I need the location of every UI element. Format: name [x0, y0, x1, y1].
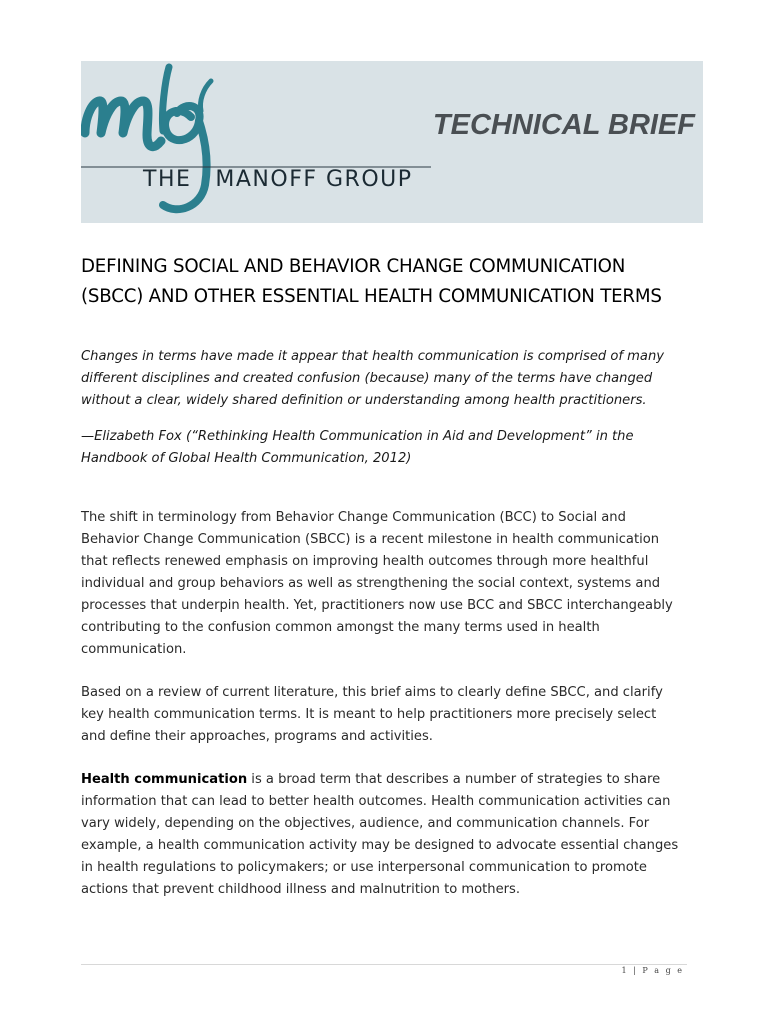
body-paragraph-3 [81, 769, 721, 901]
paragraph-line: that reflects renewed emphasis on improving health outcomes through more healthful [81, 554, 649, 569]
body-paragraph-2 [81, 682, 721, 748]
title-line-2: (SBCC) AND OTHER ESSENTIAL HEALTH COMMUNICATION TERMS [81, 286, 662, 307]
page-number: 1 | P a g e [621, 966, 684, 975]
paragraph-line: Based on a review of current literature, this brief aims to clearly define SBCC, and clarify [81, 685, 663, 700]
paragraph-line: and define their approaches, programs and activities. [81, 729, 433, 744]
attribution-line: Handbook of Global Health Communication, 2012) [81, 451, 412, 466]
banner-title: TECHNICAL BRIEF [432, 109, 695, 141]
paragraph-line [81, 769, 721, 791]
paragraph-line: vary widely, depending on the objectives, audience, and communication channels. For [81, 816, 650, 831]
quote-line: Changes in terms have made it appear that health communication is comprised of many [81, 349, 664, 364]
header-banner [81, 61, 703, 223]
paragraph-line: in health regulations to policymakers; or use interpersonal communication to promote [81, 860, 647, 875]
attribution-line: —Elizabeth Fox (“Rethinking Health Communication in Aid and Development” in the [81, 429, 634, 444]
paragraph-line-rest: is a broad term that describes a number of strategies to share [247, 772, 661, 787]
epigraph-quote [81, 346, 721, 470]
paragraph-line: Behavior Change Communication (SBCC) is a recent milestone in health communication [81, 532, 660, 547]
quote-line: without a clear, widely shared definition or understanding among health practitioners. [81, 393, 647, 408]
paragraph-line: The shift in terminology from Behavior Change Communication (BCC) to Social and [81, 510, 626, 525]
paragraph-line: communication. [81, 642, 187, 657]
paragraph-line: individual and group behaviors as well as strengthening the social context, systems and [81, 576, 661, 591]
quote-attribution [81, 426, 721, 470]
title-line-1: DEFINING SOCIAL AND BEHAVIOR CHANGE COMMUNICATION [81, 256, 626, 277]
defined-term: Health communication [81, 772, 248, 787]
paragraph-line: example, a health communication activity may be designed to advocate essential changes [81, 838, 679, 853]
mg-monogram-logo-icon [81, 61, 441, 223]
body-paragraph-1 [81, 507, 721, 661]
document-title [81, 252, 731, 312]
footer-divider [81, 964, 687, 965]
quote-line: different disciplines and created confusion (because) many of the terms have changed [81, 371, 653, 386]
paragraph-line: processes that underpin health. Yet, practitioners now use BCC and SBCC interchangeably [81, 598, 673, 613]
paragraph-line: contributing to the confusion common amongst the many terms used in health [81, 620, 600, 635]
paragraph-line: information that can lead to better health outcomes. Health communication activities can [81, 794, 671, 809]
org-name [143, 169, 413, 191]
paragraph-line: key health communication terms. It is meant to help practitioners more precisely select [81, 707, 657, 722]
paragraph-line: actions that prevent childhood illness and malnutrition to mothers. [81, 882, 520, 897]
quote-text [81, 346, 721, 412]
org-name-left: THE [143, 167, 192, 192]
org-name-right: MANOFF GROUP [215, 167, 413, 192]
